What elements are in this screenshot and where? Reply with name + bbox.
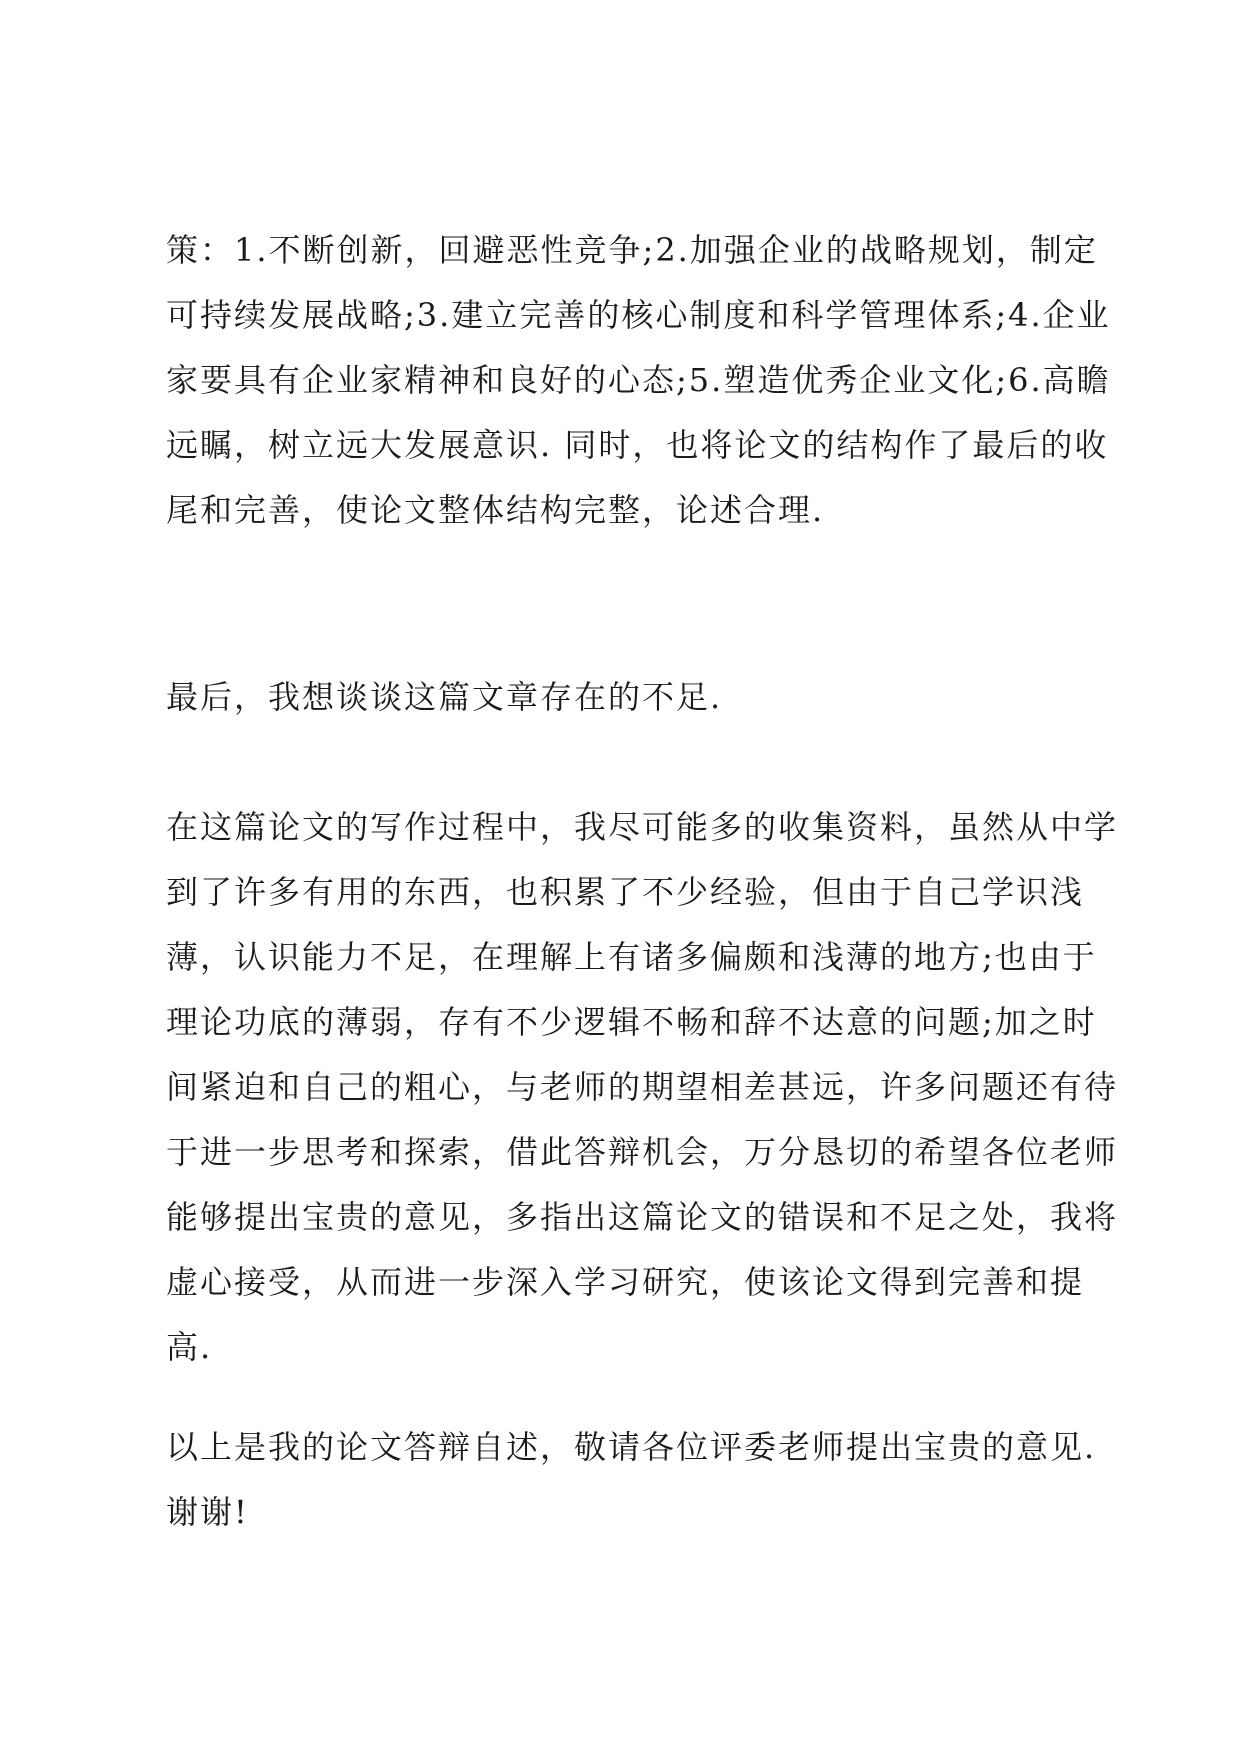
text-line: 间紧迫和自己的粗心，与老师的期望相差甚远，许多问题还有待 — [166, 1068, 1119, 1106]
text-line: 能够提出宝贵的意见，多指出这篇论文的错误和不足之处，我将 — [166, 1198, 1119, 1236]
text-line: 最后，我想谈谈这篇文章存在的不足. — [166, 678, 723, 716]
text-line: 策：1.不断创新，回避恶性竞争;2.加强企业的战略规划，制定 — [166, 231, 1098, 269]
text-line: 薄，认识能力不足，在理解上有诸多偏颇和浅薄的地方;也由于 — [166, 938, 1097, 976]
paragraph-shortcomings — [166, 795, 1119, 1380]
text-line: 理论功底的薄弱，存有不少逻辑不畅和辞不达意的问题;加之时 — [166, 1003, 1097, 1041]
text-line: 于进一步思考和探索，借此答辩机会，万分恳切的希望各位老师 — [166, 1133, 1119, 1171]
paragraph-shortcomings-intro — [166, 665, 1096, 730]
paragraph-closing — [166, 1415, 1096, 1545]
text-line: 尾和完善，使论文整体结构完整，论述合理. — [166, 491, 825, 529]
text-line: 谢谢! — [166, 1493, 249, 1531]
text-line: 虚心接受，从而进一步深入学习研究，使该论文得到完善和提 — [166, 1263, 1085, 1301]
text-line: 高. — [166, 1328, 213, 1366]
text-line: 家要具有企业家精神和良好的心态;5.塑造优秀企业文化;6.高瞻 — [166, 361, 1111, 399]
text-line: 以上是我的论文答辩自述，敬请各位评委老师提出宝贵的意见. — [166, 1428, 1097, 1466]
text-line: 可持续发展战略;3.建立完善的核心制度和科学管理体系;4.企业 — [166, 296, 1111, 334]
text-line: 到了许多有用的东西，也积累了不少经验，但由于自己学识浅 — [166, 873, 1085, 911]
text-line: 在这篇论文的写作过程中，我尽可能多的收集资料，虽然从中学 — [166, 808, 1119, 846]
text-line: 远瞩，树立远大发展意识. 同时，也将论文的结构作了最后的收 — [166, 426, 1109, 464]
paragraph-strategies — [166, 218, 1111, 543]
